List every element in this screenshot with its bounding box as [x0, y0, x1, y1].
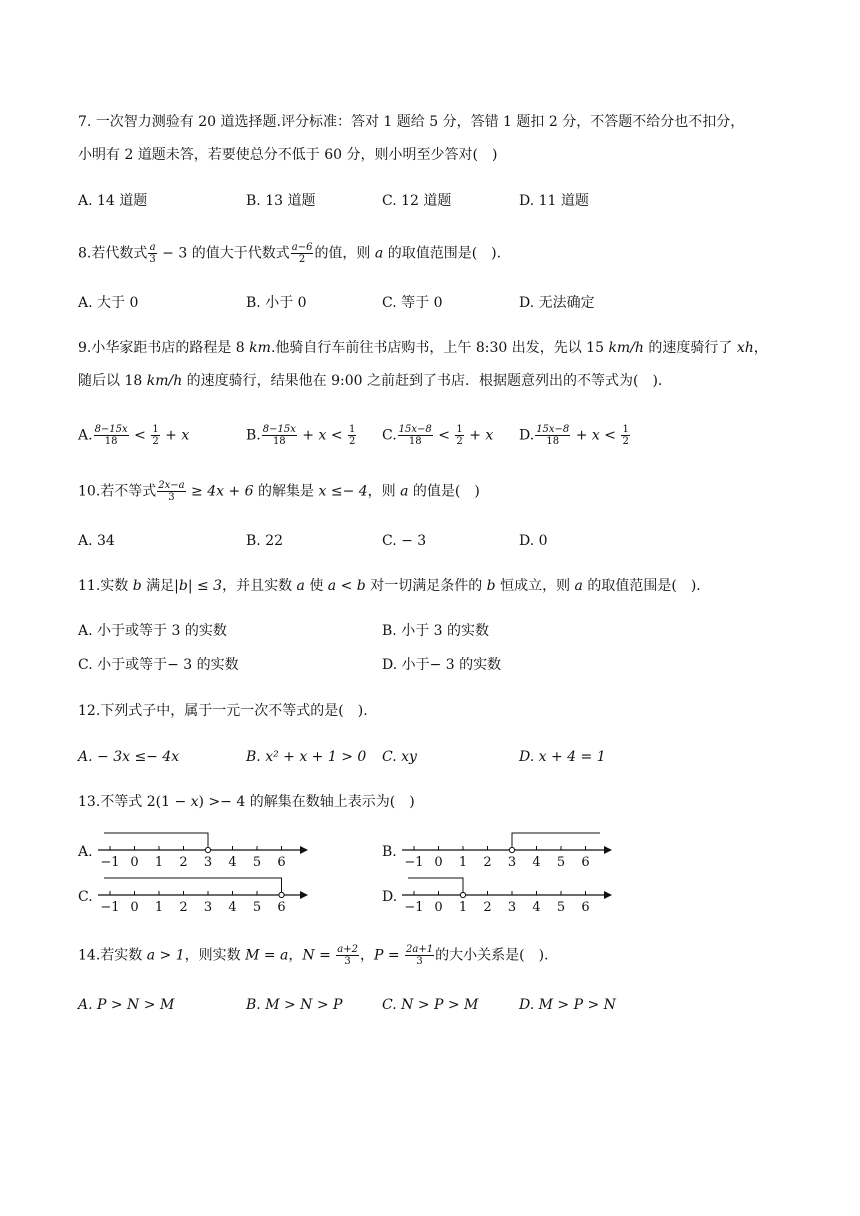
q9-option-c[interactable]: C. $\frac{15x-8}{18}$ < $\frac{1}{2}$ + x	[382, 424, 494, 447]
tick-label: 6	[277, 855, 286, 868]
q8-option-a[interactable]: A. 大于 0	[78, 295, 139, 311]
q7-option-a[interactable]: A. 14 道题	[78, 193, 148, 209]
tick-label: 0	[434, 900, 443, 913]
q11-option-d[interactable]: D. 小于− 3 的实数	[382, 657, 502, 673]
q9-option-b[interactable]: B. $\frac{8-15x}{18}$ + x < $\frac{1}{2}$	[246, 424, 356, 447]
solution-bracket	[104, 878, 282, 892]
q11-option-a[interactable]: A. 小于或等于 3 的实数	[78, 623, 227, 639]
tick-label: 3	[203, 900, 213, 913]
tick-label: 5	[556, 900, 566, 913]
q12-option-d[interactable]: D. x + 4 = 1	[519, 749, 606, 765]
tick-label: 3	[507, 900, 517, 913]
q13-option-b[interactable]: B. −1 0 1 2 3 4 5 6	[382, 828, 622, 872]
q7-stem-1: 一次智力测验有 20 道选择题.评分标准：答对 1 题给 5 分，答错 1 题扣 2 分，不答题不给分也不扣分，	[95, 114, 745, 130]
q12-option-a[interactable]: A. − 3x ≤− 4x	[78, 749, 180, 765]
q14-option-c[interactable]: C. N > P > M	[382, 997, 479, 1013]
axis-arrow	[300, 846, 308, 854]
tick-label: 0	[130, 900, 139, 913]
q9-option-d[interactable]: D. $\frac{15x-8}{18}$ + x < $\frac{1}{2}$	[519, 424, 629, 447]
q8-fraction-1: $\frac{a}{3}$	[149, 242, 156, 265]
q8-fraction-2: $\frac{a-6}{2}$	[291, 242, 313, 265]
open-point	[279, 892, 284, 897]
q11-stem: 11.实数 b 满足|b| ≤ 3，并且实数 a 使 a < b 对一切满足条件的 b 恒成立，则 a 的取值范围是( ).	[78, 578, 701, 594]
q14-option-d[interactable]: D. M > P > N	[519, 997, 616, 1013]
tick-label: 5	[252, 900, 262, 913]
q7-option-c[interactable]: C. 12 道题	[382, 193, 452, 209]
q7-line1	[78, 112, 744, 132]
q8-stem: 8.若代数式 $\frac{a}{3}$ − 3 的值大于代数式 $\frac{a-6}{2}$ 的值，则 a 的取值范围是( ).	[78, 242, 502, 265]
tick-label: 6	[277, 900, 286, 913]
tick-label: 3	[203, 855, 213, 868]
open-point	[509, 847, 514, 852]
number-line-c	[78, 873, 318, 913]
q7-option-b[interactable]: B. 13 道题	[246, 193, 316, 209]
tick-label: −1	[100, 900, 120, 913]
q11-option-b[interactable]: B. 小于 3 的实数	[382, 623, 489, 639]
q10-option-c[interactable]: C. − 3	[382, 533, 427, 549]
tick-label: 1	[154, 900, 164, 913]
q11-option-c[interactable]: C. 小于或等于− 3 的实数	[78, 657, 239, 673]
q10-option-a[interactable]: A. 34	[78, 533, 115, 549]
solution-bracket	[104, 833, 208, 847]
tick-label: 4	[228, 855, 237, 868]
q8-option-b[interactable]: B. 小于 0	[246, 295, 307, 311]
q13-option-c[interactable]: C. −1 0 1 2 3 4 5 6	[78, 873, 318, 917]
tick-label: 1	[458, 900, 468, 913]
q7-line2: 小明有 2 道题未答，若要使总分不低于 60 分，则小明至少答对( )	[78, 147, 498, 163]
tick-label: 4	[228, 900, 237, 913]
tick-label: 4	[532, 855, 541, 868]
q12-stem: 12.下列式子中，属于一元一次不等式的是( ).	[78, 703, 368, 719]
q13-option-a[interactable]: A. −1 0 1 2 3 4 5 6	[78, 828, 318, 872]
tick-label: 2	[179, 855, 188, 868]
solution-bracket	[408, 878, 463, 892]
q8-option-c[interactable]: C. 等于 0	[382, 295, 443, 311]
q10-option-d[interactable]: D. 0	[519, 533, 548, 549]
q9-line2: 随后以 18 km/h 的速度骑行，结果他在 9:00 之前赶到了书店．根据题意列出的不等式为( ).	[78, 373, 663, 389]
q10-option-b[interactable]: B. 22	[246, 533, 284, 549]
axis-arrow	[300, 891, 308, 899]
tick-label: 0	[130, 855, 139, 868]
q14-stem: 14.若实数 a > 1，则实数 M = a，N = $\frac{a+2}{3}$ ，P = $\frac{2a+1}{3}$ 的大小关系是( ).	[78, 944, 549, 967]
tick-label: 6	[581, 900, 590, 913]
tick-label: 1	[154, 855, 164, 868]
tick-label: 2	[483, 900, 492, 913]
open-point	[205, 847, 210, 852]
q14-option-b[interactable]: B. M > N > P	[246, 997, 343, 1013]
q14-option-a[interactable]: A. P > N > M	[78, 997, 175, 1013]
axis-arrow	[604, 846, 612, 854]
tick-label: 5	[556, 855, 566, 868]
number-line-a	[78, 828, 318, 868]
tick-label: 6	[581, 855, 590, 868]
q7-option-d[interactable]: D. 11 道题	[519, 193, 589, 209]
axis-arrow	[604, 891, 612, 899]
tick-label: 0	[434, 855, 443, 868]
q7-stem-2: 小明有 2 道题未答，若要使总分不低于 60 分，则小明至少答对(	[78, 147, 478, 163]
tick-label: 5	[252, 855, 262, 868]
q12-option-b[interactable]: B. x² + x + 1 > 0	[246, 749, 367, 765]
tick-label: −1	[404, 900, 424, 913]
number-line-d	[382, 873, 622, 913]
q12-option-c[interactable]: C. xy	[382, 749, 417, 765]
q13-stem: 13.不等式 2(1 − x) >− 4 的解集在数轴上表示为( )	[78, 794, 415, 810]
number-line-b	[382, 828, 622, 868]
tick-label: 4	[532, 900, 541, 913]
q8-option-d[interactable]: D. 无法确定	[519, 295, 595, 311]
tick-label: 2	[179, 900, 188, 913]
q9-line1: 9.小华家距书店的路程是 8 km.他骑自行车前往书店购书，上午 8:30 出发，先以 15 km/h 的速度骑行了 xh，	[78, 340, 768, 356]
tick-label: 1	[458, 855, 468, 868]
solution-bracket	[512, 833, 600, 847]
tick-label: 3	[507, 855, 517, 868]
q10-stem: 10.若不等式 $\frac{2x-a}{3}$ ≥ 4x + 6 的解集是 x ≤− 4，则 a 的值是( )	[78, 480, 480, 503]
tick-label: −1	[100, 855, 120, 868]
open-point	[460, 892, 465, 897]
q9-option-a[interactable]: A. $\frac{8-15x}{18}$ < $\frac{1}{2}$ + x	[78, 424, 190, 447]
tick-label: −1	[404, 855, 424, 868]
q7-number: 7.	[78, 114, 92, 130]
tick-label: 2	[483, 855, 492, 868]
q13-option-d[interactable]: D. −1 0 1 2 3 4 5 6	[382, 873, 622, 917]
